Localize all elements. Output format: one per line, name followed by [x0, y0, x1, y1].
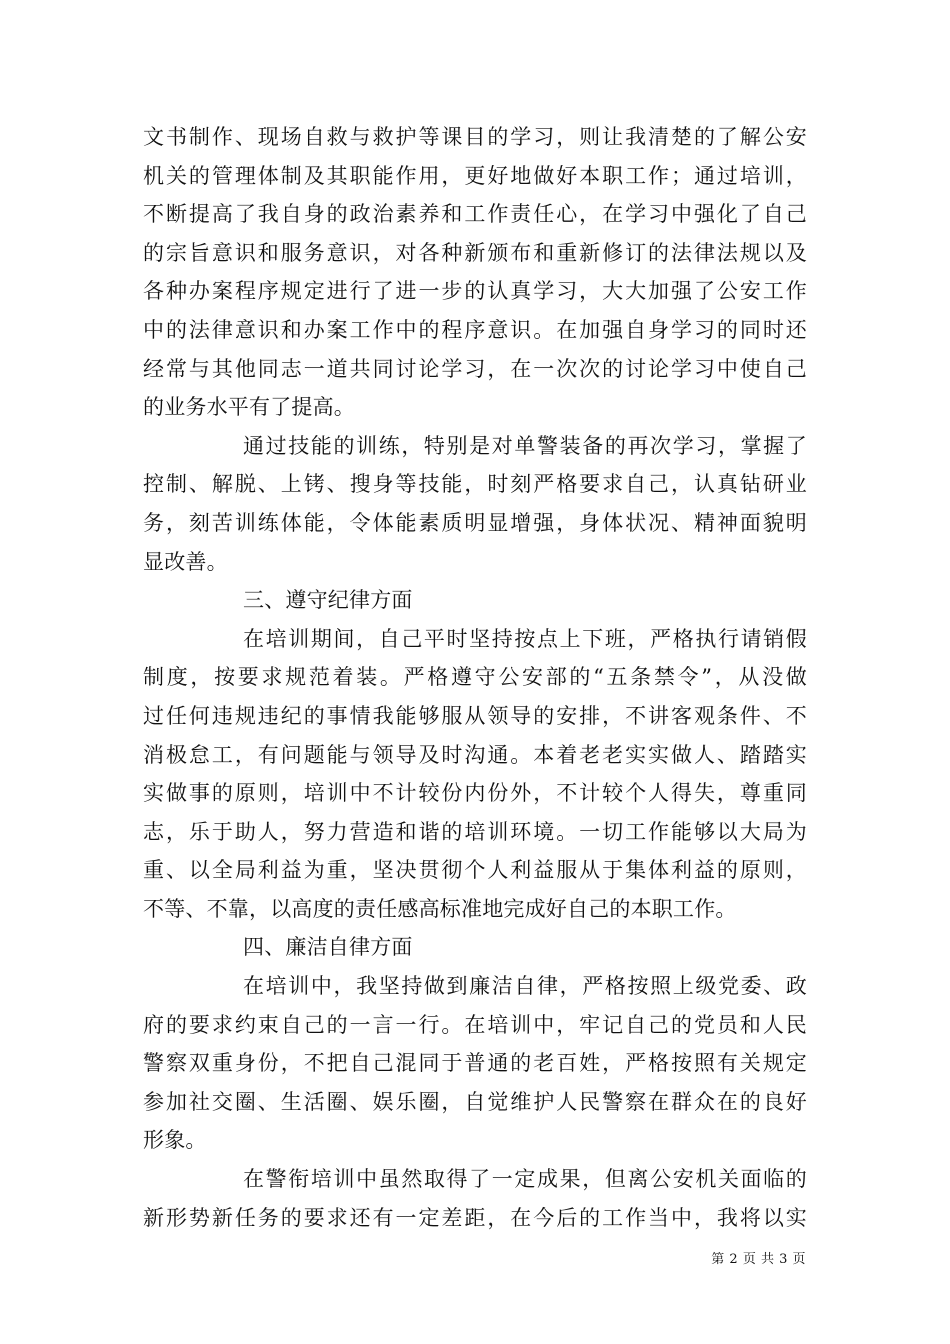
text-line: 参加社交圈、生活圈、娱乐圈，自觉维护人民警察在群众在的良好	[143, 1089, 807, 1114]
text-line: 在培训期间，自己平时坚持按点上下班，严格执行请销假	[243, 626, 807, 651]
text-line: 经常与其他同志一道共同讨论学习，在一次次的讨论学习中使自己	[143, 356, 807, 381]
text-line: 通过技能的训练，特别是对单警装备的再次学习，掌握了	[243, 433, 807, 458]
text-line: 各种办案程序规定进行了进一步的认真学习，大大加强了公安工作	[143, 279, 807, 304]
text-line: 消极怠工，有问题能与领导及时沟通。本着老老实实做人、踏踏实	[143, 742, 807, 767]
text-line: 新形势新任务的要求还有一定差距，在今后的工作当中，我将以实	[143, 1205, 807, 1230]
text-line: 在培训中，我坚持做到廉洁自律，严格按照上级党委、政	[243, 974, 807, 999]
text-line: 中的法律意识和办案工作中的程序意识。在加强自身学习的同时还	[143, 317, 807, 342]
text-line: 文书制作、现场自救与救护等课目的学习，则让我清楚的了解公安	[143, 125, 807, 149]
text-line: 不断提高了我自身的政治素养和工作责任心，在学习中强化了自己	[143, 202, 807, 227]
text-line: 不等、不靠，以高度的责任感高标准地完成好自己的本职工作。	[143, 896, 737, 921]
text-line: 机关的管理体制及其职能作用，更好地做好本职工作；通过培训，	[143, 163, 807, 188]
text-line: 控制、解脱、上铐、搜身等技能，时刻严格要求自己，认真钻研业	[143, 472, 807, 497]
text-line: 形象。	[143, 1128, 207, 1153]
text-line: 警察双重身份，不把自己混同于普通的老百姓，严格按照有关规定	[143, 1051, 807, 1076]
text-line: 府的要求约束自己的一言一行。在培训中，牢记自己的党员和人民	[143, 1012, 807, 1037]
text-line: 志，乐于助人，努力营造和谐的培训环境。一切工作能够以大局为	[143, 819, 807, 844]
section-heading: 四、廉洁自律方面	[243, 935, 413, 960]
text-line: 的宗旨意识和服务意识，对各种新颁布和重新修订的法律法规以及	[143, 240, 807, 265]
text-line: 重、以全局利益为重，坚决贯彻个人利益服从于集体利益的原则，	[143, 858, 807, 883]
text-line: 过任何违规违纪的事情我能够服从领导的安排，不讲客观条件、不	[143, 703, 807, 728]
page-number-footer: 第 2 页 共 3 页	[711, 1252, 806, 1267]
document-body	[143, 118, 807, 1237]
text-line: 实做事的原则，培训中不计较份内份外，不计较个人得失，尊重同	[143, 781, 807, 806]
text-line: 制度，按要求规范着装。严格遵守公安部的“五条禁令”，从没做	[143, 665, 807, 690]
text-line: 在警衔培训中虽然取得了一定成果，但离公安机关面临的	[243, 1167, 807, 1192]
text-line: 务，刻苦训练体能，令体能素质明显增强，身体状况、精神面貌明	[143, 510, 807, 535]
section-heading: 三、遵守纪律方面	[243, 588, 413, 613]
text-line: 显改善。	[143, 549, 228, 574]
text-line: 的业务水平有了提高。	[143, 395, 355, 420]
